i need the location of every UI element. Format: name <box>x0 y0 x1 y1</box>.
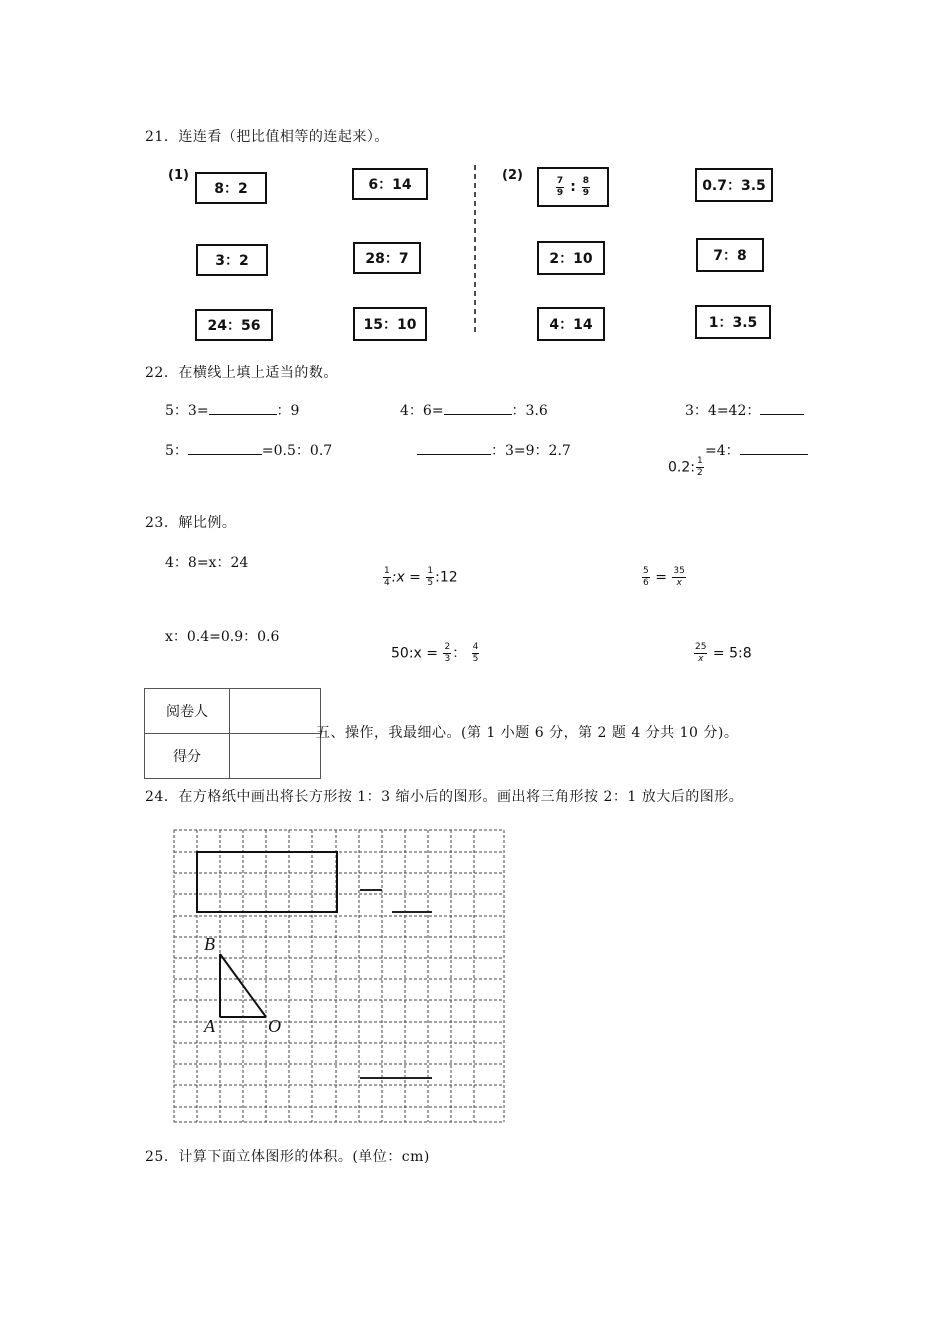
fraction-numerator: 1 <box>427 566 434 576</box>
rectangle-shape <box>197 852 337 912</box>
answer-blank[interactable] <box>740 440 808 455</box>
equation-text: = <box>655 569 667 586</box>
ratio-box[interactable]: 15：10 <box>353 307 427 341</box>
vertex-label-o: O <box>268 1016 281 1036</box>
fill-item <box>165 440 332 460</box>
answer-blank[interactable] <box>417 440 491 455</box>
fill-text: ：3.6 <box>511 403 548 419</box>
fraction-denominator: 4 <box>384 578 390 588</box>
fraction-denominator: 6 <box>643 578 649 588</box>
fraction-numerator: 2 <box>444 642 451 652</box>
equation-text: = 5:8 <box>712 645 752 662</box>
part1-label: (1) <box>168 168 189 183</box>
equation <box>641 566 687 589</box>
reviewer-label: 阅卷人 <box>145 689 230 734</box>
ratio-box[interactable]: 24：56 <box>195 309 273 341</box>
grid-blemish <box>360 890 432 1078</box>
fill-text: =4： <box>705 443 740 459</box>
part2-label: (2) <box>502 168 523 183</box>
fill-text: =0.5：0.7 <box>261 443 333 459</box>
q22-title: 22．在横线上填上适当的数。 <box>145 365 338 381</box>
fraction <box>672 566 685 589</box>
equation <box>693 642 752 665</box>
ratio-box-fractions[interactable] <box>537 167 609 207</box>
answer-blank[interactable] <box>209 400 277 415</box>
section-5-title: 五、操作，我最细心。(第 1 小题 6 分，第 2 题 4 分共 10 分)。 <box>316 725 739 741</box>
fraction <box>443 642 451 665</box>
fill-text: 0.2: <box>668 459 695 476</box>
fraction-numerator: 25 <box>695 642 707 652</box>
ratio-box[interactable]: 28：7 <box>353 242 421 274</box>
fraction-denominator: x <box>676 578 682 588</box>
answer-blank[interactable] <box>760 400 804 415</box>
equation-text: ： <box>452 645 467 662</box>
q24-title: 24．在方格纸中画出将长方形按 1：3 缩小后的图形。画出将三角形按 2：1 放大后的图形。 <box>145 789 744 805</box>
fraction <box>426 566 434 589</box>
fill-item <box>417 440 571 460</box>
ratio-box[interactable]: 0.7：3.5 <box>695 168 773 202</box>
fill-item <box>685 400 804 420</box>
fraction-numerator: 8 <box>582 175 590 186</box>
ratio-box[interactable]: 7：8 <box>696 238 764 272</box>
fill-text: ：9 <box>276 403 300 419</box>
fraction <box>383 566 391 589</box>
fraction <box>694 642 707 665</box>
fill-item <box>400 400 548 420</box>
fraction-denominator: 9 <box>582 187 590 198</box>
ratio-box[interactable]: 2：10 <box>537 241 605 275</box>
equation <box>391 642 480 665</box>
fill-text: 5：3= <box>165 403 209 419</box>
fraction-denominator: 5 <box>427 578 434 588</box>
q25-title: 25．计算下面立体图形的体积。(单位：cm) <box>145 1149 430 1165</box>
fraction <box>642 566 650 589</box>
fraction-numerator: 1 <box>384 566 390 576</box>
q23-title: 23．解比例。 <box>145 515 237 531</box>
fill-text: 4：6= <box>400 403 444 419</box>
fraction-numerator: 5 <box>643 566 649 576</box>
ratio-box[interactable]: 4：14 <box>537 307 605 341</box>
grid-paper[interactable] <box>170 826 510 1126</box>
fraction-denominator: 5 <box>472 654 479 664</box>
ratio-box[interactable]: 1：3.5 <box>695 305 771 339</box>
fill-item <box>165 400 299 420</box>
fill-text: ：3=9：2.7 <box>491 443 571 459</box>
fraction-numerator: 35 <box>673 566 685 576</box>
score-label: 得分 <box>145 734 230 779</box>
fill-lead-ratio <box>668 456 705 479</box>
fraction <box>696 456 704 479</box>
fill-text: 3：4=42： <box>685 403 761 419</box>
fraction-numerator: 1 <box>696 456 703 466</box>
equation: x：0.4=0.9：0.6 <box>165 629 280 645</box>
fraction <box>472 642 480 665</box>
fraction-denominator: 2 <box>696 468 703 478</box>
fraction-denominator: 3 <box>444 654 451 664</box>
equation-text: :x = <box>391 569 421 586</box>
fraction <box>582 176 590 199</box>
fill-item <box>705 440 808 460</box>
fraction-numerator: 4 <box>472 642 479 652</box>
score-table <box>144 688 321 779</box>
equation-text: :12 <box>435 569 458 586</box>
ratio-box[interactable]: 3：2 <box>196 244 268 276</box>
equation-text: 50:x = <box>391 645 438 662</box>
ratio-box[interactable]: 8：2 <box>195 172 267 204</box>
score-cell[interactable] <box>230 734 321 779</box>
equation <box>382 566 458 589</box>
fraction <box>556 176 564 199</box>
fill-text: 5： <box>165 443 188 459</box>
ratio-box[interactable]: 6：14 <box>352 168 428 200</box>
fraction-denominator: 9 <box>556 187 564 198</box>
answer-blank[interactable] <box>188 440 262 455</box>
q21-title: 21．连连看（把比值相等的连起来）。 <box>145 129 389 145</box>
reviewer-cell[interactable] <box>230 689 321 734</box>
fraction-denominator: x <box>698 654 704 664</box>
divider-dashed-line <box>470 165 480 335</box>
equation: 4：8=x：24 <box>165 555 249 571</box>
vertex-label-b: B <box>204 934 215 954</box>
ratio-colon: : <box>570 179 576 195</box>
fraction-numerator: 7 <box>556 175 564 186</box>
answer-blank[interactable] <box>444 400 512 415</box>
vertex-label-a: A <box>204 1016 215 1036</box>
